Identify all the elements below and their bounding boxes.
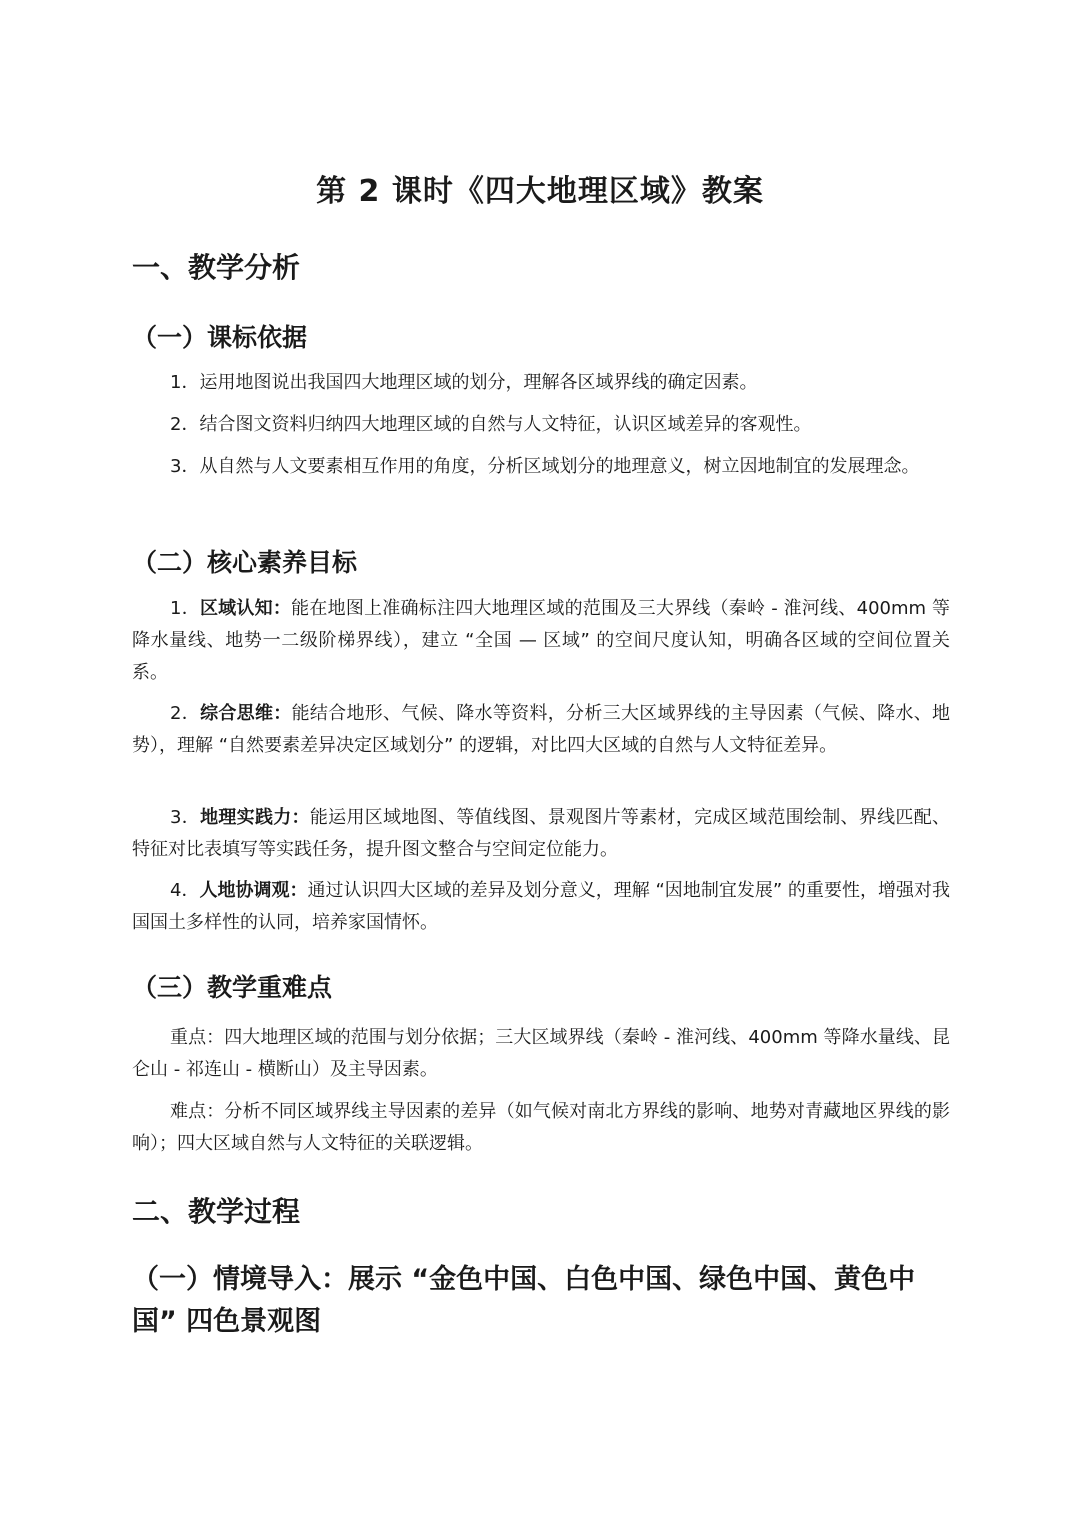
literacy-item-1: [132, 593, 950, 689]
subsection-heading-curriculum-basis: （一）课标依据: [132, 323, 308, 352]
literacy-item-number: 1．: [170, 598, 200, 619]
literacy-item-text: 通过认识四大区域的差异及划分意义，理解 “因地制宜发展” 的重要性，增强对我国国土多样性的认同，培养家国情怀。: [132, 880, 951, 933]
literacy-item-4: [132, 875, 950, 939]
subsection-heading-situation-intro: （一）情境导入：展示 “金色中国、白色中国、绿色中国、黄色中国” 四色景观图: [132, 1264, 916, 1337]
key-point-paragraph: 重点：四大地理区域的范围与划分依据；三大区域界线（秦岭 - 淮河线、400mm 等降水量线、昆仑山 - 祁连山 - 横断山）及主导因素。: [132, 1027, 950, 1080]
literacy-item-label: 区域认知：: [199, 598, 292, 619]
section-heading-teaching-analysis: 一、教学分析: [132, 251, 301, 284]
section-heading-teaching-process: 二、教学过程: [132, 1195, 301, 1228]
difficult-point-paragraph: 难点：分析不同区域界线主导因素的差异（如气候对南北方界线的影响、地势对青藏地区界线的影响）；四大区域自然与人文特征的关联逻辑。: [132, 1101, 950, 1154]
literacy-item-label: 综合思维：: [200, 703, 292, 724]
literacy-item-text: 能结合地形、气候、降水等资料，分析三大区域界线的主导因素（气候、降水、地势），理解 “自然要素差异决定区域划分” 的逻辑，对比四大区域的自然与人文特征差异。: [132, 703, 951, 756]
curriculum-item-1: 1．运用地图说出我国四大地理区域的划分，理解各区域界线的确定因素。: [170, 372, 758, 393]
document-title: 第 2 课时《四大地理区域》教案: [316, 174, 764, 209]
literacy-item-label: 地理实践力：: [200, 807, 310, 828]
subsection-heading-key-difficult: （三）教学重难点: [132, 973, 333, 1002]
literacy-item-number: 2．: [170, 703, 201, 724]
literacy-item-2: [132, 698, 950, 762]
literacy-item-text: 能在地图上准确标注四大地理区域的范围及三大界线（秦岭 - 淮河线、400mm 等降水量线、地势一二级阶梯界线），建立 “全国 — 区域” 的空间尺度认知，明确各区域的空间位置关系。: [132, 598, 951, 683]
curriculum-item-3: 3．从自然与人文要素相互作用的角度，分析区域划分的地理意义，树立因地制宜的发展理念。: [170, 456, 920, 477]
literacy-item-number: 3．: [170, 807, 201, 828]
curriculum-item-2: 2．结合图文资料归纳四大地理区域的自然与人文特征，认识区域差异的客观性。: [170, 414, 812, 435]
subsection-heading-core-literacy: （二）核心素养目标: [132, 548, 358, 577]
literacy-item-number: 4．: [170, 880, 200, 901]
literacy-item-label: 人地协调观：: [199, 880, 308, 901]
literacy-item-3: [132, 802, 950, 866]
literacy-item-text: 能运用区域地图、等值线图、景观图片等素材，完成区域范围绘制、界线匹配、特征对比表填写等实践任务，提升图文整合与空间定位能力。: [132, 807, 951, 860]
